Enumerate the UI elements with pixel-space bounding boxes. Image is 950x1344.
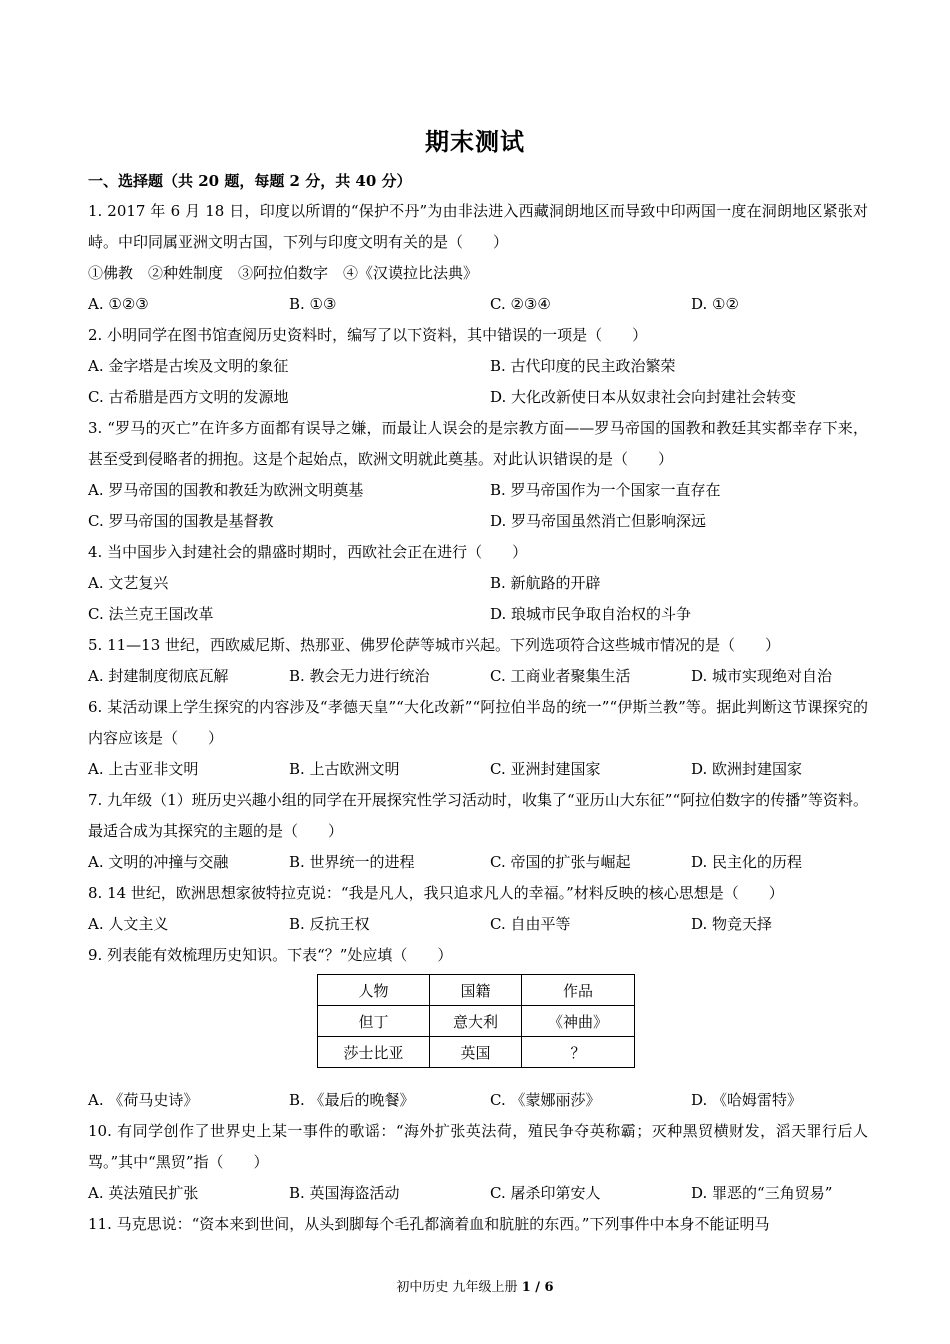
option-b: B. 教会无力进行统治: [289, 667, 430, 685]
option-b: B. 古代印度的民主政治繁荣: [490, 357, 676, 375]
question-4-options-cd: [88, 599, 868, 630]
option-d: D. 物竞天择: [691, 915, 773, 933]
table-row: [318, 1006, 635, 1037]
option-d: D. 民主化的历程: [691, 853, 803, 871]
question-1-items: ①佛教 ②种姓制度 ③阿拉伯数字 ④《汉谟拉比法典》: [88, 264, 479, 282]
question-8-options: [88, 909, 868, 940]
question-1-stem: 1. 2017 年 6 月 18 日，印度以所谓的“保护不丹”为由非法进入西藏洞朗地区而导致中印两国一度在洞朗地区紧张对峙。中印同属亚洲文明古国，下列与印度文明有关的是（ ）: [88, 202, 868, 251]
table-header-cell: 作品: [522, 975, 635, 1006]
table-cell: ？: [522, 1037, 635, 1068]
question-9-table-wrap: [88, 971, 868, 1085]
option-b: B. 反抗王权: [289, 915, 370, 933]
question-5-stem: 5. 11—13 世纪，西欧威尼斯、热那亚、佛罗伦萨等城市兴起。下列选项符合这些城市情况的是（ ）: [88, 636, 781, 654]
option-d: D. 罗马帝国虽然消亡但影响深远: [490, 512, 707, 530]
table-row: [318, 1037, 635, 1068]
option-b: B. 世界统一的进程: [289, 853, 415, 871]
option-c: C. 亚洲封建国家: [490, 760, 601, 778]
option-a: A. 《荷马史诗》: [88, 1091, 199, 1109]
question-list: [88, 196, 868, 1240]
table-cell: 意大利: [430, 1006, 522, 1037]
question-2-options-cd: [88, 382, 868, 413]
option-a: A. 上古亚非文明: [88, 760, 199, 778]
question-7-stem: 7. 九年级（1）班历史兴趣小组的同学在开展探究性学习活动时，收集了“亚历山大东征”“阿拉伯数字的传播”等资料。最适合成为其探究的主题的是（ ）: [88, 791, 868, 840]
section-heading: 一、选择题（共 20 题，每题 2 分，共 40 分）: [88, 172, 412, 190]
question-9-stem: 9. 列表能有效梳理历史知识。下表“？”处应填（ ）: [88, 946, 453, 964]
question-7-options: [88, 847, 868, 878]
option-d: D. 琅城市民争取自治权的斗争: [490, 605, 692, 623]
question-10-stem: 10. 有同学创作了世界史上某一事件的歌谣：“海外扩张英法荷，殖民争夺英称霸；灭种黑贸横财发，滔天罪行后人骂。”其中“黑贸”指（ ）: [88, 1122, 868, 1171]
option-b: B. 罗马帝国作为一个国家一直存在: [490, 481, 721, 499]
question-2-options-ab: [88, 351, 868, 382]
question-4-options-ab: [88, 568, 868, 599]
question-2-stem: 2. 小明同学在图书馆查阅历史资料时，编写了以下资料，其中错误的一项是（ ）: [88, 326, 648, 344]
table-header-cell: 国籍: [430, 975, 522, 1006]
option-d: D. 罪恶的“三角贸易”: [691, 1184, 833, 1202]
question-5-options: [88, 661, 868, 692]
option-c: C. 《蒙娜丽莎》: [490, 1091, 601, 1109]
option-c: C. 自由平等: [490, 915, 571, 933]
option-b: B. 英国海盗活动: [289, 1184, 400, 1202]
option-c: C. 古希腊是西方文明的发源地: [88, 388, 289, 406]
option-a: A. 人文主义: [88, 915, 169, 933]
option-b: B. 上古欧洲文明: [289, 760, 400, 778]
option-c: C. 工商业者聚集生活: [490, 667, 631, 685]
question-9-options: [88, 1085, 868, 1116]
option-a: A. 英法殖民扩张: [88, 1184, 199, 1202]
option-a: A. 文艺复兴: [88, 574, 169, 592]
question-1-options: [88, 289, 868, 320]
option-c: C. 屠杀印第安人: [490, 1184, 601, 1202]
option-b: B. ①③: [289, 295, 337, 313]
option-c: C. ②③④: [490, 295, 551, 313]
question-11-stem: 11. 马克思说：“资本来到世间，从头到脚每个毛孔都滴着血和肮脏的东西。”下列事件中本身不能证明马: [88, 1215, 770, 1233]
page-footer: [0, 1276, 950, 1295]
question-6-stem: 6. 某活动课上学生探究的内容涉及“孝德天皇”“大化改新”“阿拉伯半岛的统一”“伊斯兰教”等。据此判断这节课探究的内容应该是（ ）: [88, 698, 868, 747]
option-c: C. 罗马帝国的国教是基督教: [88, 512, 274, 530]
option-b: B. 新航路的开辟: [490, 574, 601, 592]
option-a: A. 封建制度彻底瓦解: [88, 667, 229, 685]
option-b: B. 《最后的晚餐》: [289, 1091, 415, 1109]
option-d: D. 大化改新使日本从奴隶社会向封建社会转变: [490, 388, 797, 406]
option-d: D. 《哈姆雷特》: [691, 1091, 803, 1109]
table-header-cell: 人物: [318, 975, 430, 1006]
option-c: C. 法兰克王国改革: [88, 605, 214, 623]
question-3-stem: 3. “罗马的灭亡”在许多方面都有误导之嫌，而最让人误会的是宗教方面——罗马帝国的国教和教廷其实都幸存下来，甚至受到侵略者的拥抱。这是个起始点，欧洲文明就此奠基。对此认识错误的是（ ）: [88, 419, 868, 468]
table-cell: 但丁: [318, 1006, 430, 1037]
table-cell: 莎士比亚: [318, 1037, 430, 1068]
question-3-options-cd: [88, 506, 868, 537]
question-9-table: [317, 974, 635, 1068]
question-6-options: [88, 754, 868, 785]
page-title: 期末测试: [425, 127, 525, 156]
table-cell: 《神曲》: [522, 1006, 635, 1037]
option-d: D. 城市实现绝对自治: [691, 667, 833, 685]
option-d: D. 欧洲封建国家: [691, 760, 803, 778]
question-4-stem: 4. 当中国步入封建社会的鼎盛时期时，西欧社会正在进行（ ）: [88, 543, 528, 561]
page-number: 1 / 6: [521, 1280, 554, 1295]
option-a: A. ①②③: [88, 295, 149, 313]
option-d: D. ①②: [691, 295, 739, 313]
option-a: A. 罗马帝国的国教和教廷为欧洲文明奠基: [88, 481, 364, 499]
table-header-row: [318, 975, 635, 1006]
footer-text: 初中历史 九年级上册: [396, 1280, 518, 1295]
option-a: A. 文明的冲撞与交融: [88, 853, 229, 871]
question-3-options-ab: [88, 475, 868, 506]
option-a: A. 金字塔是古埃及文明的象征: [88, 357, 289, 375]
table-cell: 英国: [430, 1037, 522, 1068]
option-c: C. 帝国的扩张与崛起: [490, 853, 631, 871]
question-8-stem: 8. 14 世纪，欧洲思想家彼特拉克说：“我是凡人，我只追求凡人的幸福。”材料反映的核心思想是（ ）: [88, 884, 784, 902]
question-10-options: [88, 1178, 868, 1209]
